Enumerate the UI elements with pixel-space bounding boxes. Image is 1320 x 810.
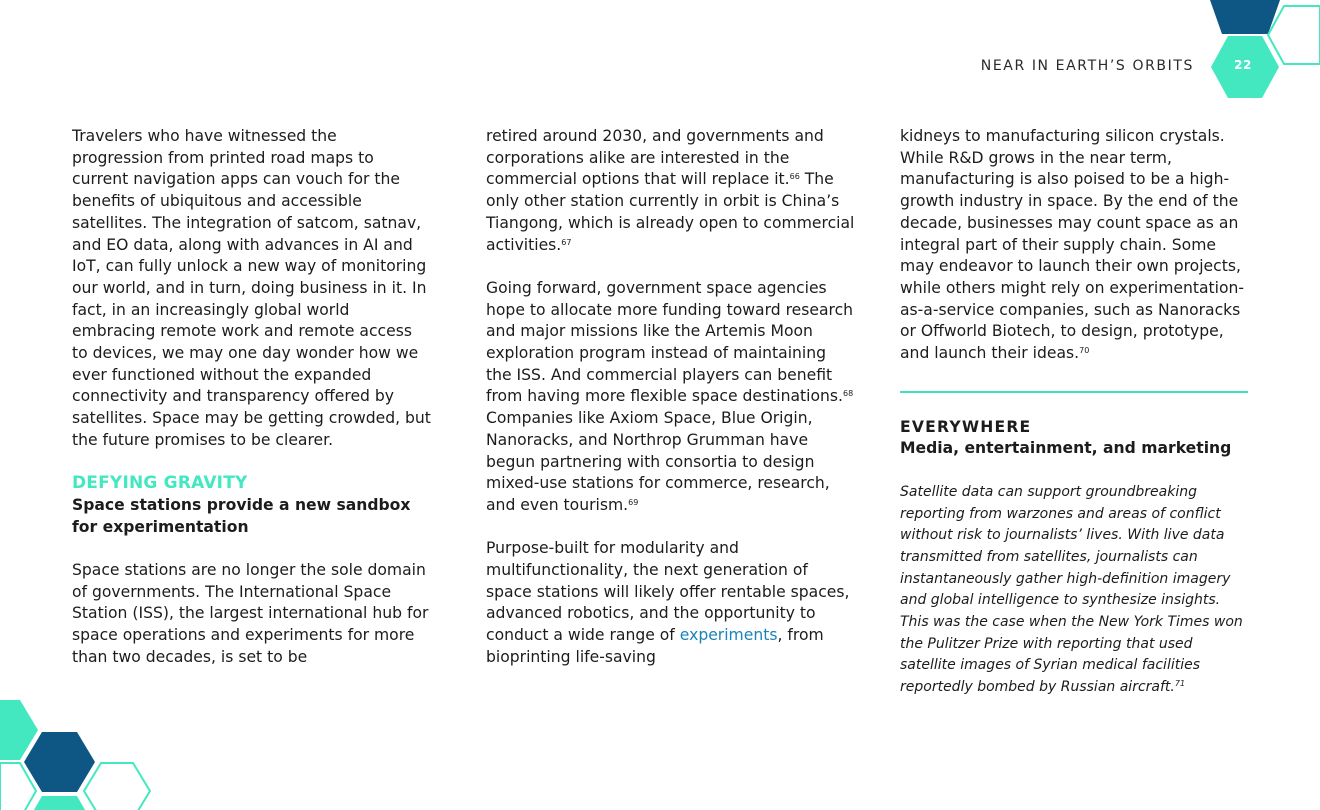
footnote-67[interactable]: 67: [561, 237, 572, 247]
footnote-66[interactable]: 66: [789, 172, 800, 182]
media-subheading: Media, entertainment, and marketing: [900, 439, 1232, 458]
page-number: 22: [1234, 58, 1252, 72]
footnote-70[interactable]: 70: [1079, 346, 1090, 356]
column-2: [486, 126, 856, 669]
section-title: NEAR IN EARTH’S ORBITS: [980, 58, 1194, 74]
experiments-link[interactable]: experiments: [679, 626, 778, 645]
hexagon-teal-bottom: [27, 796, 92, 810]
section-divider: [900, 391, 1248, 393]
section-heading-defying-gravity: DEFYING GRAVITY: [72, 473, 248, 494]
column-1: [72, 126, 432, 669]
section-subheading: Space stations provide a new sandbox for experimentation: [72, 495, 411, 536]
hexagon-navy-bottom: [24, 732, 95, 792]
retirement-paragraph: retired around 2030, and governments and corporations alike are interested in the commercial options that will replace it.$^{66}$ The only other station currently in orbit is China’s Tiangong, which is already open to commercial activities.$^{67}$: [486, 127, 855, 254]
footnote-71[interactable]: 71: [1174, 679, 1186, 689]
media-italic-paragraph: Satellite data can support groundbreaking reporting from warzones and areas of conflict without risk to journalists’ lives. With live data transmitted from satellites, journalists can instantaneously gather high-definition imagery and global intelligence to synthesize insights. This was the case when the New York Times won the Pulitzer Prize with reporting that used satellite images of Syrian medical facilities reportedly bombed by Russian aircraft.$^{71}$: [900, 483, 1243, 696]
funding-paragraph: Going forward, government space agencies hope to allocate more funding toward research and major missions like the Artemis Moon exploration program instead of maintaining the ISS. And commercial players can benefit from having more flexible space destinations.$^{68}$ Companies like Axiom Space, Blue Origin, Nanoracks, and Northrop Grumman have begun partnering with consortia to design mixed-use stations for commerce, research, and even tourism.$^{69}$: [486, 278, 854, 514]
footnote-68[interactable]: 68: [842, 389, 854, 399]
hexagon-outline-bottom: [84, 763, 150, 810]
intro-paragraph: Travelers who have witnessed the progression from printed road maps to current navigation apps can vouch for the benefits of ubiquitous and accessible satellites. The integration of satcom, satnav, and EO data, along with advances in AI and IoT, can fully unlock a new way of monitoring our world, and in turn, doing business in it. In fact, in an increasingly global world embracing remote work and remote access to devices, we may one day wonder how we ever functioned without the expanded connectivity and transparency offered by satellites. Space may be getting crowded, but the future promises to be clearer.: [72, 127, 431, 449]
column-3: [900, 126, 1250, 699]
manufacturing-paragraph: kidneys to manufacturing silicon crystals. While R&D grows in the near term, manufacturing is also poised to be a high-growth industry in space. By the end of the decade, businesses may count space as an integral part of their supply chain. Some may endeavor to launch their own projects, while others might rely on experimentation-as-a-service companies, such as Nanoracks or Offworld Biotech, to design, prototype, and launch their ideas.$^{70}$: [900, 127, 1245, 363]
hexagon-navy-top: [1210, 0, 1280, 34]
purpose-built-paragraph: Purpose-built for modularity and multifunctionality, the next generation of space stations will likely offer rentable spaces, advanced robotics, and the opportunity to conduct a wide range of experiments, from bioprinting life-saving: [486, 539, 850, 666]
section-kicker-everywhere: EVERYWHERE: [900, 417, 1032, 436]
footnote-69[interactable]: 69: [628, 497, 639, 507]
hexagon-outline-top-right: [1268, 6, 1320, 64]
space-stations-paragraph: Space stations are no longer the sole domain of governments. The International Space Station (ISS), the largest international hub for space operations and experiments for more than two decades, is set to be: [72, 561, 429, 666]
